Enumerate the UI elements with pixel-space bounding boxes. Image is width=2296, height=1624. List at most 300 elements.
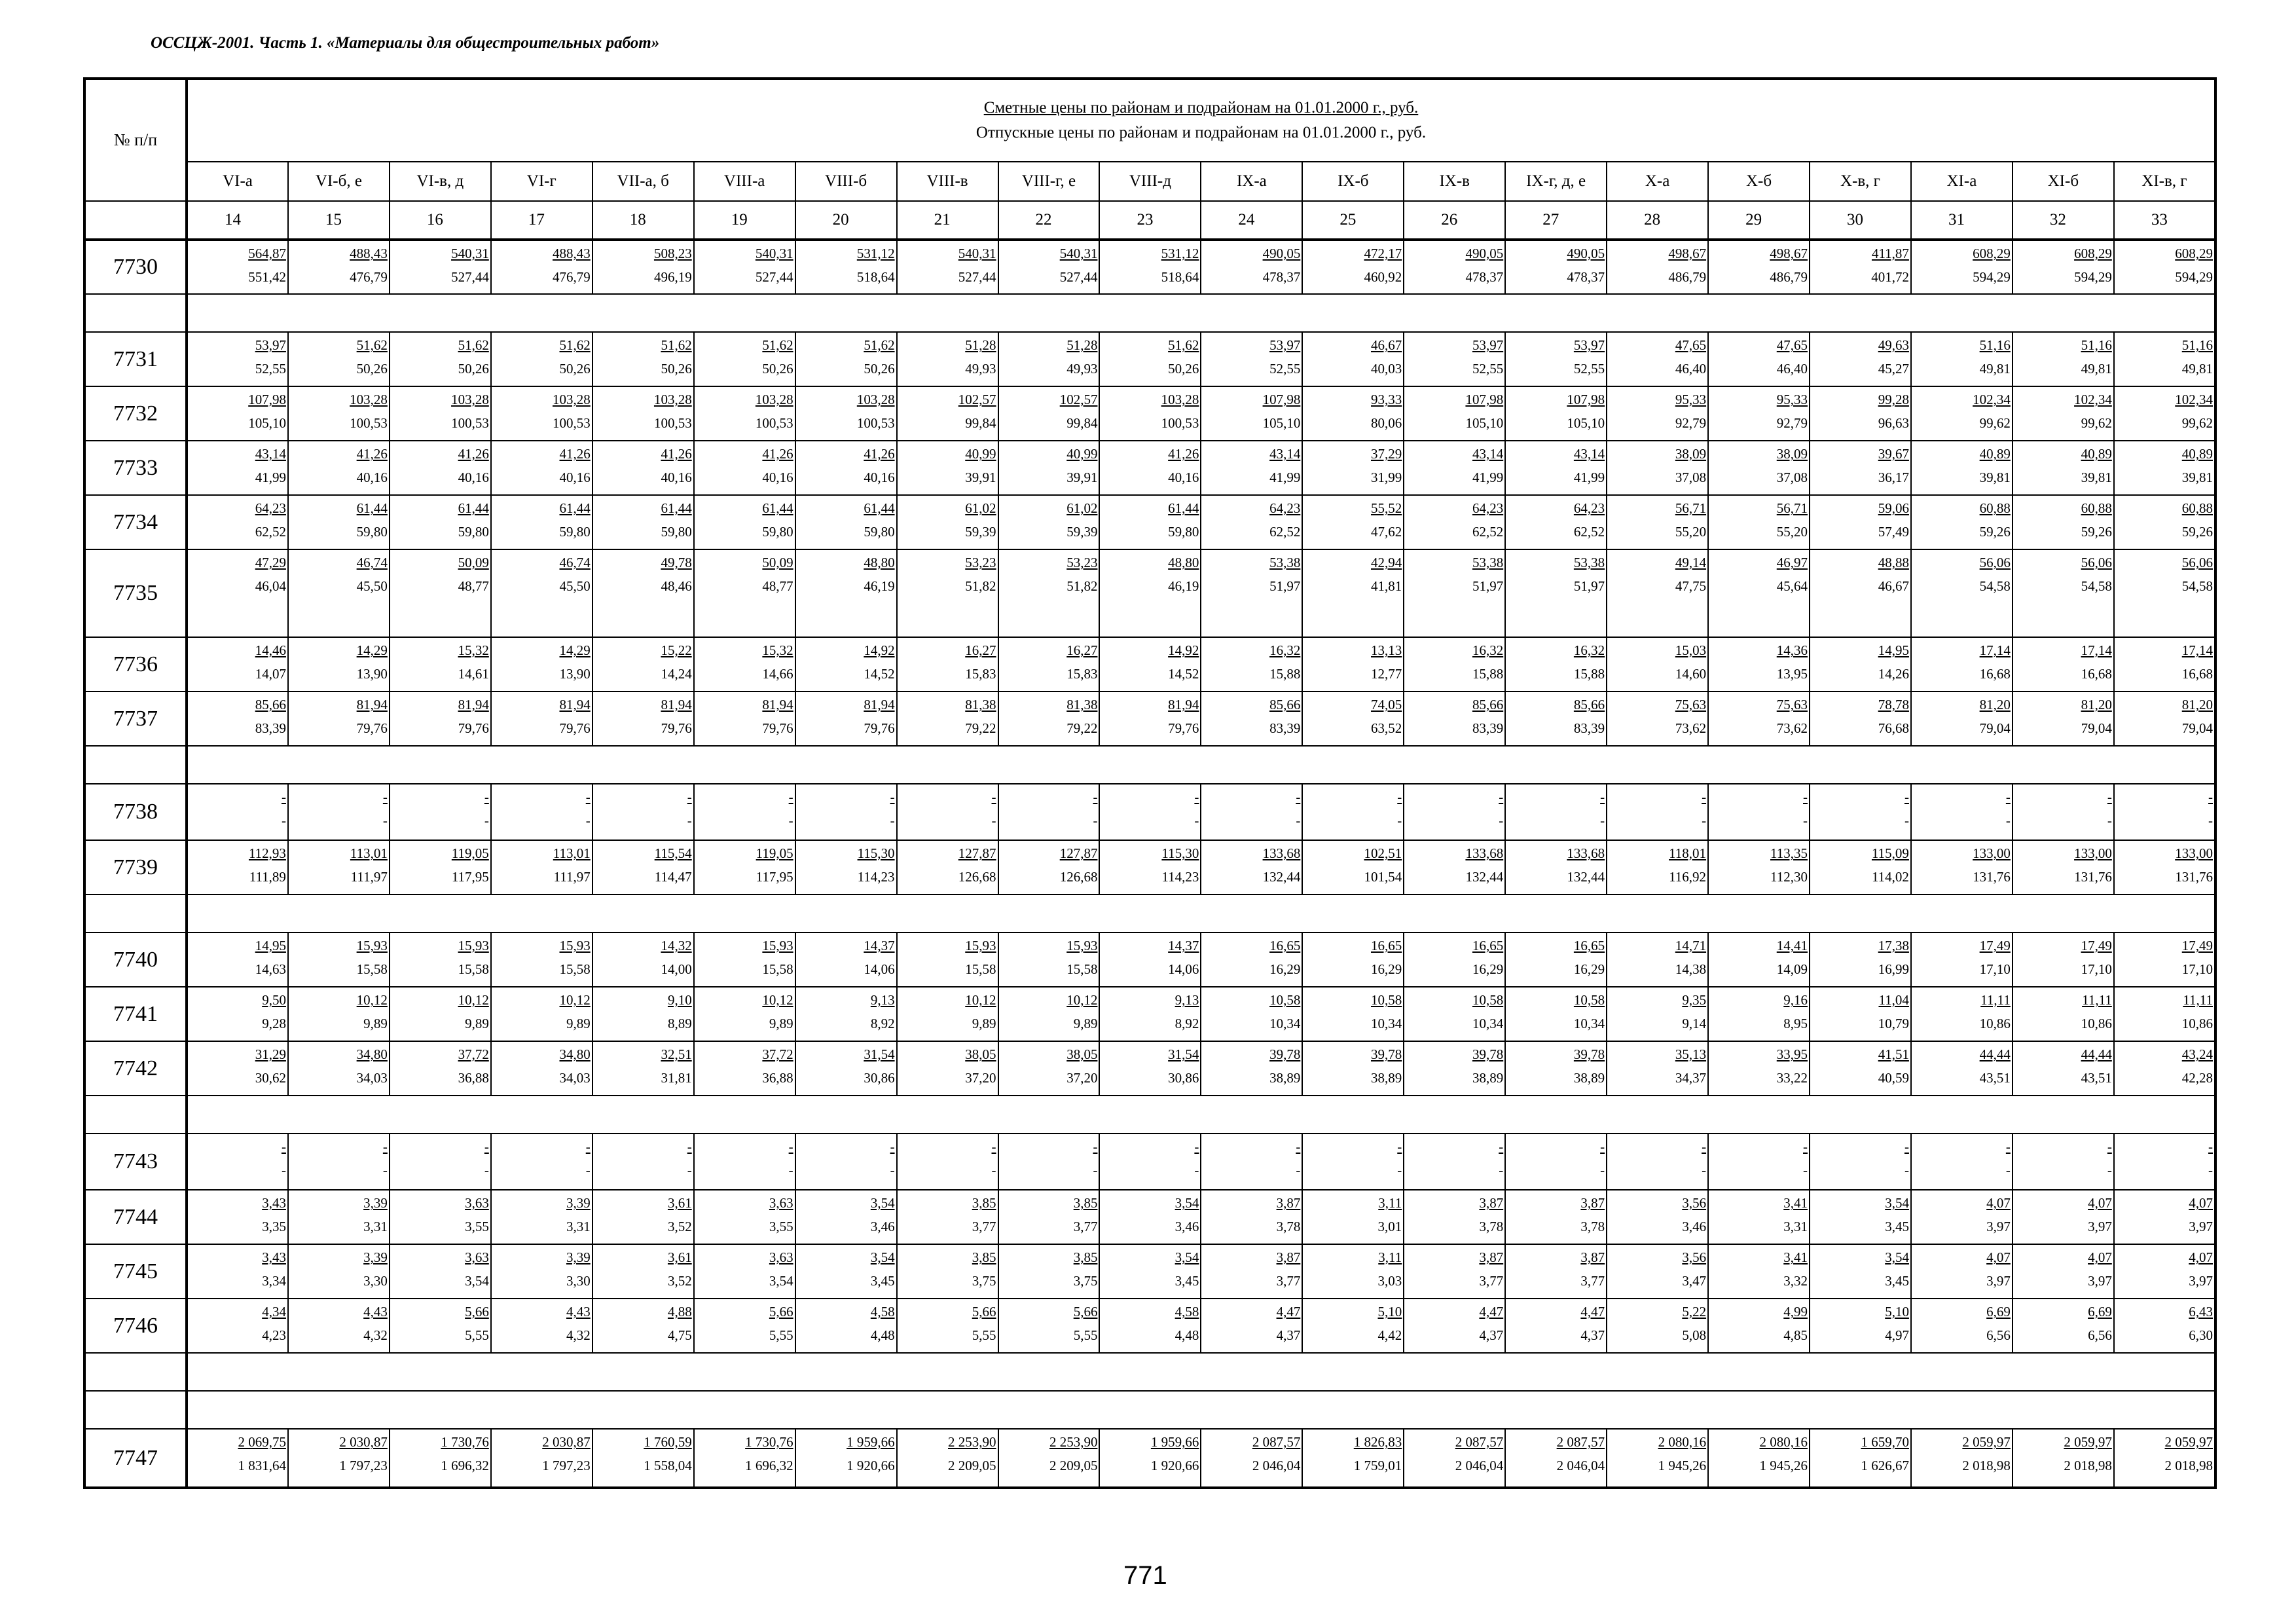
- price-cell: [1708, 840, 1810, 895]
- estimate-price: 113,35: [1770, 845, 1808, 861]
- price-cell: [2114, 987, 2215, 1041]
- sale-price: 5,55: [972, 1327, 996, 1343]
- estimate-price: 3,11: [1378, 1195, 1402, 1211]
- estimate-price: 51,62: [356, 337, 388, 353]
- region-header: VIII-а: [694, 162, 795, 201]
- price-cell: [1810, 637, 1911, 692]
- estimate-price: 540,31: [755, 246, 793, 261]
- estimate-price: -: [382, 1139, 388, 1154]
- estimate-price: 3,39: [566, 1249, 591, 1265]
- estimate-price: 115,30: [857, 845, 895, 861]
- estimate-price: 3,63: [769, 1249, 793, 1265]
- price-cell: [1911, 784, 2013, 840]
- estimate-price: 3,54: [1175, 1249, 1199, 1265]
- column-number: 33: [2114, 201, 2215, 240]
- table-row: [84, 692, 2215, 746]
- estimate-price: 11,11: [1980, 992, 2011, 1008]
- price-cell: [1404, 1299, 1505, 1353]
- sale-price: -: [687, 813, 692, 828]
- price-cell: [187, 840, 288, 895]
- sale-price: 486,79: [1668, 269, 1707, 285]
- estimate-price: -: [2107, 1139, 2112, 1154]
- estimate-price: 4,07: [2088, 1195, 2112, 1211]
- estimate-price: 490,05: [1262, 246, 1301, 261]
- price-cell: [491, 1134, 592, 1190]
- sale-price: 105,10: [1262, 415, 1301, 431]
- estimate-price: 490,05: [1567, 246, 1605, 261]
- sale-price: 63,52: [1371, 720, 1402, 736]
- estimate-price: 10,58: [1573, 992, 1605, 1008]
- price-cell: [1708, 932, 1810, 987]
- sale-price: 3,55: [769, 1219, 793, 1234]
- estimate-price: 2 087,57: [1556, 1434, 1605, 1450]
- estimate-price: -: [1194, 789, 1199, 805]
- estimate-price: 2 059,97: [1962, 1434, 2011, 1450]
- row-id: 7733: [84, 441, 187, 495]
- sale-price: 15,58: [559, 961, 591, 977]
- estimate-price: 50,09: [762, 555, 793, 570]
- price-cell: [1911, 840, 2013, 895]
- estimate-price: 61,02: [1066, 500, 1098, 516]
- sale-price: 49,93: [965, 361, 996, 377]
- sale-price: 100,53: [755, 415, 793, 431]
- estimate-price: 9,13: [870, 992, 895, 1008]
- region-header: VIII-в: [897, 162, 998, 201]
- price-cell: [1607, 1041, 1708, 1096]
- column-number: 19: [694, 201, 795, 240]
- sale-price: 99,84: [965, 415, 996, 431]
- price-cell: [795, 441, 897, 495]
- price-cell: [491, 386, 592, 441]
- price-cell: [1911, 386, 2013, 441]
- sale-price: 5,55: [769, 1327, 793, 1343]
- sale-price: -: [1093, 813, 1098, 828]
- sale-price: 41,99: [1472, 470, 1504, 485]
- estimate-price: -: [1397, 789, 1402, 805]
- price-cell: [1099, 386, 1201, 441]
- column-number: 31: [1911, 201, 2013, 240]
- estimate-price: 47,65: [1776, 337, 1808, 353]
- sale-price: 34,37: [1675, 1070, 1707, 1086]
- price-cell: [1404, 240, 1505, 294]
- price-cell: [288, 495, 390, 549]
- price-cell: [1810, 1299, 1911, 1353]
- price-cell: [694, 784, 795, 840]
- price-cell: [390, 1244, 491, 1299]
- price-cell: [1201, 1134, 1302, 1190]
- estimate-price: -: [2208, 1139, 2213, 1154]
- estimate-price: 11,11: [2082, 992, 2112, 1008]
- estimate-price: 608,29: [2175, 246, 2213, 261]
- sale-price: 52,55: [1269, 361, 1301, 377]
- estimate-price: 488,43: [350, 246, 388, 261]
- price-cell: [288, 1244, 390, 1299]
- price-cell: [795, 840, 897, 895]
- estimate-price: 3,54: [870, 1249, 895, 1265]
- estimate-price: -: [1194, 1139, 1199, 1154]
- sale-price: 39,81: [2181, 470, 2213, 485]
- sale-price: -: [1702, 1162, 1707, 1178]
- estimate-price: 81,94: [356, 697, 388, 712]
- price-cell: [2114, 386, 2215, 441]
- estimate-price: 85,66: [255, 697, 286, 712]
- estimate-price: 61,44: [762, 500, 793, 516]
- price-cell: [2013, 1041, 2114, 1096]
- sale-price: 1 626,67: [1861, 1458, 1909, 1473]
- estimate-price: 113,01: [350, 845, 388, 861]
- estimate-price: -: [281, 1139, 286, 1154]
- estimate-price: 3,63: [769, 1195, 793, 1211]
- sale-price: 16,29: [1472, 961, 1504, 977]
- price-cell: [288, 386, 390, 441]
- estimate-price: 81,94: [458, 697, 489, 712]
- sale-price: 1 945,26: [1759, 1458, 1808, 1473]
- estimate-price: 51,16: [2081, 337, 2112, 353]
- sale-price: 551,42: [248, 269, 286, 285]
- estimate-price: 56,06: [2181, 555, 2213, 570]
- estimate-price: -: [687, 1139, 692, 1154]
- estimate-price: 3,41: [1783, 1249, 1808, 1265]
- sale-price: 50,26: [1168, 361, 1199, 377]
- estimate-price: 564,87: [248, 246, 286, 261]
- price-cell: [1505, 987, 1607, 1041]
- sale-price: 41,81: [1371, 578, 1402, 594]
- price-cell: [1505, 332, 1607, 386]
- price-cell: [491, 332, 592, 386]
- price-cell: [1099, 1041, 1201, 1096]
- price-cell: [1911, 240, 2013, 294]
- sale-price: 45,64: [1776, 578, 1808, 594]
- sale-price: 16,29: [1371, 961, 1402, 977]
- estimate-price: 4,07: [2189, 1195, 2213, 1211]
- estimate-price: 103,28: [755, 392, 793, 407]
- table-row: [84, 637, 2215, 692]
- sale-price: 6,30: [2189, 1327, 2213, 1343]
- estimate-price: 498,67: [1770, 246, 1808, 261]
- sale-price: 92,79: [1675, 415, 1707, 431]
- price-cell: [1404, 987, 1505, 1041]
- price-cell: [592, 692, 694, 746]
- sale-price: 59,80: [1168, 524, 1199, 540]
- estimate-price: 119,05: [756, 845, 793, 861]
- sale-price: 9,89: [363, 1016, 388, 1031]
- price-cell: [592, 495, 694, 549]
- sale-price: 3,31: [363, 1219, 388, 1234]
- sale-price: 4,48: [1175, 1327, 1199, 1343]
- price-cell: [1404, 784, 1505, 840]
- price-cell: [1810, 932, 1911, 987]
- price-cell: [694, 932, 795, 987]
- sale-price: 15,58: [965, 961, 996, 977]
- sale-price: 3,97: [2088, 1273, 2112, 1289]
- estimate-price: 4,88: [667, 1304, 692, 1320]
- price-cell: [592, 240, 694, 294]
- price-cell: [897, 1244, 998, 1299]
- price-cell: [491, 549, 592, 637]
- sale-price: 114,23: [857, 869, 895, 885]
- price-cell: [897, 386, 998, 441]
- price-cell: [1302, 987, 1404, 1041]
- estimate-price: 3,54: [1885, 1249, 1909, 1265]
- table-row: [84, 1299, 2215, 1353]
- estimate-price: 3,87: [1479, 1195, 1504, 1211]
- sale-price: 43,51: [1979, 1070, 2011, 1086]
- price-cell: [1708, 332, 1810, 386]
- sale-price: 3,45: [1885, 1273, 1909, 1289]
- sale-price: 594,29: [2074, 269, 2112, 285]
- price-cell: [694, 441, 795, 495]
- blank-cell: [187, 1391, 2215, 1429]
- price-cell: [795, 549, 897, 637]
- price-captions: [187, 79, 2215, 162]
- price-cell: [1505, 692, 1607, 746]
- blank-cell: [84, 294, 187, 332]
- sale-price: 126,68: [1059, 869, 1098, 885]
- estimate-price: 103,28: [553, 392, 591, 407]
- sale-price: 3,31: [566, 1219, 591, 1234]
- sale-price: 5,08: [1682, 1327, 1707, 1343]
- estimate-price: 39,78: [1573, 1046, 1605, 1062]
- sale-price: 16,68: [1979, 666, 2011, 682]
- price-cell: [1911, 332, 2013, 386]
- estimate-price: 48,80: [864, 555, 895, 570]
- sale-price: 46,67: [1878, 578, 1909, 594]
- row-id: 7747: [84, 1429, 187, 1488]
- sale-price: 131,76: [2074, 869, 2112, 885]
- estimate-price: 78,78: [1878, 697, 1909, 712]
- price-cell: [2013, 932, 2114, 987]
- sale-price: -: [890, 813, 895, 828]
- estimate-price: 51,28: [1066, 337, 1098, 353]
- estimate-price: 3,56: [1682, 1249, 1707, 1265]
- estimate-price: 2 030,87: [542, 1434, 591, 1450]
- region-header: VI-а: [187, 162, 288, 201]
- estimate-price: 115,54: [654, 845, 692, 861]
- price-cell: [1810, 1190, 1911, 1244]
- price-cell: [1404, 1429, 1505, 1488]
- sale-price: 4,32: [363, 1327, 388, 1343]
- price-cell: [1607, 987, 1708, 1041]
- sale-price: 99,62: [2081, 415, 2112, 431]
- sale-price: 30,86: [1168, 1070, 1199, 1086]
- sale-price: 14,26: [1878, 666, 1909, 682]
- estimate-price: 95,33: [1675, 392, 1707, 407]
- sale-price: 1 696,32: [745, 1458, 793, 1473]
- blank-row: [84, 294, 2215, 332]
- price-cell: [2114, 1244, 2215, 1299]
- price-cell: [1302, 240, 1404, 294]
- estimate-price: -: [1904, 789, 1909, 805]
- price-cell: [1302, 784, 1404, 840]
- estimate-price: -: [484, 1139, 489, 1154]
- price-cell: [187, 932, 288, 987]
- estimate-price: 3,63: [465, 1249, 489, 1265]
- sale-price: 83,39: [1269, 720, 1301, 736]
- estimate-price: 49,78: [661, 555, 692, 570]
- estimate-price: 3,39: [363, 1249, 388, 1265]
- sale-price: 478,37: [1567, 269, 1605, 285]
- estimate-price: 53,23: [1066, 555, 1098, 570]
- estimate-price: 102,34: [2175, 392, 2213, 407]
- estimate-price: 37,72: [458, 1046, 489, 1062]
- sale-price: 80,06: [1371, 415, 1402, 431]
- estimate-price: 17,49: [1979, 938, 2011, 953]
- sale-price: 1 920,66: [1150, 1458, 1199, 1473]
- sale-price: 117,95: [756, 869, 793, 885]
- price-cell: [2013, 386, 2114, 441]
- price-cell: [187, 784, 288, 840]
- row-id: 7735: [84, 549, 187, 637]
- sale-price: -: [2208, 1162, 2213, 1178]
- price-cell: [998, 1134, 1100, 1190]
- sale-price: 12,77: [1371, 666, 1402, 682]
- sale-price: 79,22: [1066, 720, 1098, 736]
- sale-price: 15,88: [1472, 666, 1504, 682]
- price-cell: [897, 840, 998, 895]
- estimate-price: 15,93: [1066, 938, 1098, 953]
- sale-price: 2 209,05: [1049, 1458, 1098, 1473]
- price-cell: [998, 1041, 1100, 1096]
- sale-price: 3,97: [2189, 1219, 2213, 1234]
- price-cell: [187, 1299, 288, 1353]
- sale-price: 10,34: [1371, 1016, 1402, 1031]
- sale-price: 83,39: [255, 720, 286, 736]
- estimate-price: 38,05: [1066, 1046, 1098, 1062]
- price-cell: [288, 932, 390, 987]
- price-cell: [2013, 1299, 2114, 1353]
- sale-price: 8,92: [1175, 1016, 1199, 1031]
- estimate-price: 5,22: [1682, 1304, 1707, 1320]
- price-cell: [1201, 549, 1302, 637]
- estimate-price: -: [585, 789, 591, 805]
- estimate-price: 5,66: [769, 1304, 793, 1320]
- price-cell: [1810, 987, 1911, 1041]
- price-cell: [1505, 386, 1607, 441]
- sale-price: 4,37: [1580, 1327, 1605, 1343]
- column-number: 16: [390, 201, 491, 240]
- sale-price: 40,16: [356, 470, 388, 485]
- price-cell: [1911, 441, 2013, 495]
- estimate-price: -: [2208, 789, 2213, 805]
- estimate-price: 11,11: [2183, 992, 2213, 1008]
- estimate-price: 31,29: [255, 1046, 286, 1062]
- estimate-price: 14,95: [255, 938, 286, 953]
- sale-price: 3,31: [1783, 1219, 1808, 1234]
- price-cell: [998, 549, 1100, 637]
- price-cell: [795, 495, 897, 549]
- document-title: ОССЦЖ-2001. Часть 1. «Материалы для общестроительных работ»: [151, 34, 660, 52]
- estimate-price: 60,88: [2181, 500, 2213, 516]
- estimate-price: -: [991, 789, 996, 805]
- estimate-price: 39,78: [1269, 1046, 1301, 1062]
- estimate-price: 16,65: [1371, 938, 1402, 953]
- price-cell: [1911, 1041, 2013, 1096]
- sale-price: -: [991, 1162, 996, 1178]
- sale-price: 38,89: [1269, 1070, 1301, 1086]
- price-cell: [1099, 332, 1201, 386]
- estimate-price: 4,99: [1783, 1304, 1808, 1320]
- sale-price: 1 558,04: [644, 1458, 692, 1473]
- sale-price: 9,89: [566, 1016, 591, 1031]
- row-id: 7743: [84, 1134, 187, 1190]
- estimate-price: 113,01: [553, 845, 591, 861]
- price-cell: [2114, 1041, 2215, 1096]
- sale-price: 34,03: [559, 1070, 591, 1086]
- estimate-price: 81,94: [762, 697, 793, 712]
- price-cell: [1302, 692, 1404, 746]
- price-cell: [1810, 332, 1911, 386]
- sale-price: 117,95: [451, 869, 489, 885]
- sale-price: 41,99: [1269, 470, 1301, 485]
- estimate-price: 133,00: [1973, 845, 2011, 861]
- price-cell: [1099, 784, 1201, 840]
- blank-cell: [84, 895, 187, 932]
- price-cell: [491, 1299, 592, 1353]
- price-cell: [390, 549, 491, 637]
- price-cell: [390, 495, 491, 549]
- estimate-price: 2 059,97: [2164, 1434, 2213, 1450]
- estimate-price: 60,88: [1979, 500, 2011, 516]
- price-cell: [1708, 1299, 1810, 1353]
- table-row: [84, 1244, 2215, 1299]
- column-number: 15: [288, 201, 390, 240]
- sale-price: 1 696,32: [441, 1458, 489, 1473]
- region-header: VIII-д: [1099, 162, 1201, 201]
- sale-price: 79,04: [2181, 720, 2213, 736]
- sale-price: 114,47: [654, 869, 692, 885]
- sale-price: 4,42: [1377, 1327, 1402, 1343]
- sale-price: 3,54: [465, 1273, 489, 1289]
- sale-price: 5,55: [465, 1327, 489, 1343]
- estimate-price: 61,44: [1168, 500, 1199, 516]
- sale-price: 52,55: [255, 361, 286, 377]
- price-cell: [592, 637, 694, 692]
- sale-price: 14,09: [1776, 961, 1808, 977]
- price-cell: [491, 240, 592, 294]
- sale-price: 79,76: [1168, 720, 1199, 736]
- estimate-price: 16,65: [1573, 938, 1605, 953]
- sale-price: 3,77: [1073, 1219, 1098, 1234]
- sale-price: 17,10: [1979, 961, 2011, 977]
- sale-price: 51,82: [1066, 578, 1098, 594]
- estimate-price: 2 087,57: [1455, 1434, 1504, 1450]
- price-cell: [1810, 1244, 1911, 1299]
- estimate-price: 6,43: [2189, 1304, 2213, 1320]
- blank-row: [84, 1353, 2215, 1391]
- sale-price: -: [281, 813, 286, 828]
- estimate-price: 540,31: [451, 246, 489, 261]
- region-header: VII-а, б: [592, 162, 694, 201]
- estimate-price: 81,38: [1066, 697, 1098, 712]
- sale-price: 52,55: [1472, 361, 1504, 377]
- sale-price: 14,66: [762, 666, 793, 682]
- sale-price: 105,10: [1465, 415, 1504, 431]
- sale-price: 59,80: [762, 524, 793, 540]
- estimate-price: 3,85: [1073, 1249, 1098, 1265]
- sale-price: 41,99: [255, 470, 286, 485]
- row-id: 7745: [84, 1244, 187, 1299]
- sale-price: 79,76: [864, 720, 895, 736]
- price-cell: [694, 549, 795, 637]
- sale-price: 57,49: [1878, 524, 1909, 540]
- sale-price: 15,88: [1269, 666, 1301, 682]
- estimate-price: 61,44: [356, 500, 388, 516]
- row-id: 7742: [84, 1041, 187, 1096]
- column-number-blank: [84, 201, 187, 240]
- estimate-price: 41,26: [1168, 446, 1199, 462]
- sale-price: 3,78: [1276, 1219, 1301, 1234]
- sale-price: 79,22: [965, 720, 996, 736]
